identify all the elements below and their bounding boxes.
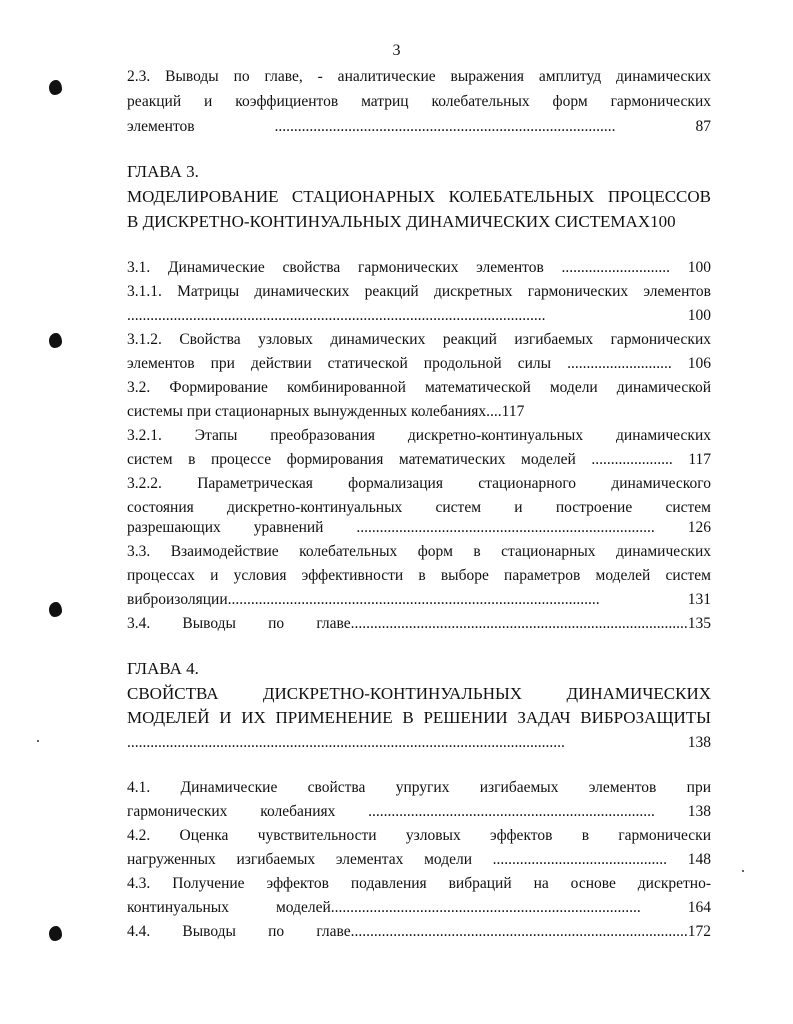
binding-hole-mark xyxy=(49,602,62,617)
toc-line: виброизоляции................................................................................................ 131 xyxy=(127,591,711,608)
toc-line: элементов ........................................................................................ 87 xyxy=(127,118,711,135)
chapter-title-line: МОДЕЛЕЙ И ИХ ПРИМЕНЕНИЕ В РЕШЕНИИ ЗАДАЧ ВИБРОЗАЩИТЫ xyxy=(127,708,711,727)
toc-line: реакций и коэффициентов матриц колебательных форм гармонических xyxy=(127,93,711,110)
chapter-label: ГЛАВА 4. xyxy=(127,659,199,678)
binding-hole-mark xyxy=(49,926,62,941)
toc-line: системы при стационарных вынужденных колебаниях....117 xyxy=(127,403,525,420)
toc-line: 3.3. Взаимодействие колебательных форм в стационарных динамических xyxy=(127,543,711,560)
toc-line: 2.3. Выводы по главе, - аналитические выражения амплитуд динамических xyxy=(127,68,711,85)
binding-hole-mark xyxy=(49,80,62,95)
toc-line: континуальных моделей................................................................................ 164 xyxy=(127,899,711,916)
toc-line: 3.1. Динамические свойства гармонических элементов ............................ 100 xyxy=(127,259,711,276)
toc-line: нагруженных изгибаемых элементах модели ............................................. 148 xyxy=(127,851,711,868)
toc-line: 3.2.1. Этапы преобразования дискретно-континуальных динамических xyxy=(127,427,711,444)
toc-line: 3.1.1. Матрицы динамических реакций дискретных гармонических элементов xyxy=(127,283,711,300)
toc-line: 4.4. Выводы по главе.......................................................................................172 xyxy=(127,923,711,940)
toc-line: 3.1.2. Свойства узловых динамических реакций изгибаемых гармонических xyxy=(127,331,711,348)
page-number: 3 xyxy=(392,42,401,59)
toc-line: 4.3. Получение эффектов подавления вибраций на основе дискретно- xyxy=(127,875,711,892)
toc-line: гармонических колебаниях .......................................................................... 138 xyxy=(127,803,711,820)
scan-speck xyxy=(37,740,39,742)
chapter-title-line: МОДЕЛИРОВАНИЕ СТАЦИОНАРНЫХ КОЛЕБАТЕЛЬНЫХ ПРОЦЕССОВ xyxy=(127,187,711,206)
toc-line: элементов при действии статической продольной силы ........................... 106 xyxy=(127,355,711,372)
toc-line: состояния дискретно-континуальных систем и построение систем xyxy=(127,499,711,516)
toc-line: разрешающих уравнений ............................................................................. 126 xyxy=(127,519,711,536)
toc-line: 4.1. Динамические свойства упругих изгибаемых элементов при xyxy=(127,779,711,796)
toc-line: 3.2. Формирование комбинированной математической модели динамической xyxy=(127,379,711,396)
toc-line: ................................................................................................................. 138 xyxy=(127,734,711,751)
chapter-label: ГЛАВА 3. xyxy=(127,162,199,181)
toc-line: процессах и условия эффективности в выборе параметров моделей систем xyxy=(127,567,711,584)
chapter-title-line: В ДИСКРЕТНО-КОНТИНУАЛЬНЫХ ДИНАМИЧЕСКИХ СИСТЕМАХ100 xyxy=(127,212,676,231)
toc-line: систем в процессе формирования математических моделей ..................... 117 xyxy=(127,451,711,468)
toc-line: 4.2. Оценка чувствительности узловых эффектов в гармонически xyxy=(127,827,711,844)
scan-speck xyxy=(742,870,744,872)
toc-line: ............................................................................................................ 100 xyxy=(127,307,711,324)
toc-line: 3.4. Выводы по главе.......................................................................................135 xyxy=(127,615,711,632)
toc-line: 3.2.2. Параметрическая формализация стационарного динамического xyxy=(127,475,711,492)
chapter-title-line: СВОЙСТВА ДИСКРЕТНО-КОНТИНУАЛЬНЫХ ДИНАМИЧЕСКИХ xyxy=(127,684,711,703)
binding-hole-mark xyxy=(49,333,62,348)
